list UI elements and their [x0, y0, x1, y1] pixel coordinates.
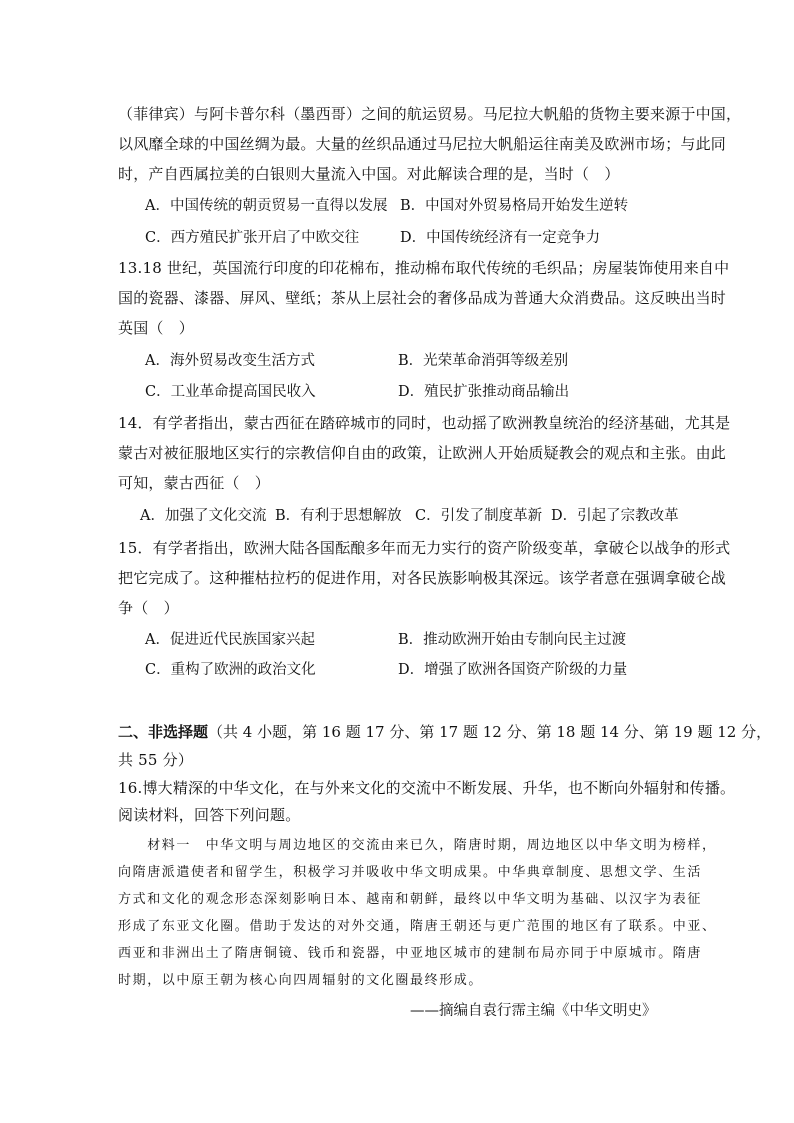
q16-material-line-4: 形成了东亚文化圈。借助于发达的对外交通，隋唐王朝还与更广范围的地区有了联系。中亚、: [118, 919, 717, 934]
q16-material-line-3: 方式和文化的观念形态深刻影响日本、越南和朝鲜，最终以中华文明为基础、以汉字为表征: [118, 892, 703, 907]
q13-text-line-3: 英国（ ）: [118, 319, 195, 337]
q16-material-line-1: 材料一 中华文明与周边地区的交流由来已久，隋唐时期，周边地区以中华文明为榜样，: [118, 838, 717, 853]
q15-text-line-3: 争（ ）: [118, 599, 179, 617]
q14-option-d: D．引起了宗教改革: [551, 508, 679, 524]
section-2-description: （共 4 小题，第 16 题 17 分、第 17 题 12 分、第 18 题 14 分、第 19 题 12 分，: [208, 723, 772, 741]
q14-option-c: C．引发了制度革新: [415, 508, 543, 524]
q13-text-line-2: 国的瓷器、漆器、屏风、壁纸；茶从上层社会的奢侈品成为普通大众消费品。这反映出当时: [118, 289, 727, 307]
q15-text-line-2: 把它完成了。这种摧枯拉朽的促进作用，对各民族影响极其深远。该学者意在强调拿破仑战: [118, 569, 727, 587]
q15-option-a: A．促进近代民族国家兴起: [145, 632, 315, 648]
q15-option-d: D．增强了欧洲各国资产阶级的力量: [398, 662, 628, 678]
q13-option-c: C．工业革命提高国民收入: [145, 384, 316, 400]
q13-text-line-1: 13.18 世纪，英国流行印度的印花棉布，推动棉布取代传统的毛织品；房屋装饰使用来自中: [118, 259, 730, 277]
q16-text-line-2: 阅读材料，回答下列问题。: [118, 806, 301, 824]
q15-text-line-1: 15．有学者指出，欧洲大陆各国酝酿多年而无力实行的资产阶级变革，拿破仑以战争的形式: [118, 539, 731, 557]
q15-option-b: B．推动欧洲开始由专制向民主过渡: [398, 632, 627, 648]
section-2-description-line-2: 共 55 分）: [118, 751, 194, 769]
q13-option-d: D．殖民扩张推动商品输出: [398, 384, 570, 400]
q12-text-line-1: （菲律宾）与阿卡普尔科（墨西哥）之间的航运贸易。马尼拉大帆船的货物主要来源于中国，: [118, 105, 742, 123]
q16-text-line-1: 16.博大精深的中华文化，在与外来文化的交流中不断发展、升华，也不断向外辐射和传播。: [118, 779, 736, 797]
q12-option-c: C．西方殖民扩张开启了中欧交往: [145, 230, 360, 246]
q14-option-a: A．加强了文化交流: [140, 508, 267, 524]
q16-material-line-2: 向隋唐派遣使者和留学生，积极学习并吸收中华文明成果。中华典章制度、思想文学、生活: [118, 865, 703, 880]
q14-text-line-2: 蒙古对被征服地区实行的宗教信仰自由的政策，让欧洲人开始质疑教会的观点和主张。由此: [118, 444, 727, 462]
q16-material-line-6: 时期，以中原王朝为核心向四周辐射的文化圈最终形成。: [118, 973, 484, 988]
q13-option-a: A．海外贸易改变生活方式: [145, 353, 315, 369]
q12-text-line-2: 以风靡全球的中国丝绸为最。大量的丝织品通过马尼拉大帆船运往南美及欧洲市场；与此同: [118, 135, 727, 153]
q12-option-d: D．中国传统经济有一定竞争力: [400, 230, 601, 246]
section-2-heading: [118, 722, 771, 742]
q16-material-line-5: 西亚和非洲出土了隋唐铜镜、钱币和瓷器，中亚地区城市的建制布局亦同于中原城市。隋唐: [118, 946, 703, 961]
q15-option-c: C．重构了欧洲的政治文化: [145, 662, 316, 678]
q12-option-a: A．中国传统的朝贡贸易一直得以发展: [145, 198, 388, 214]
q14-text-line-3: 可知，蒙古西征（ ）: [118, 474, 271, 492]
q12-text-line-3: 时，产自西属拉美的白银则大量流入中国。对此解读合理的是，当时（ ）: [118, 165, 620, 183]
section-2-title: 二、非选择题: [118, 723, 209, 741]
q12-option-b: B．中国对外贸易格局开始发生逆转: [400, 198, 629, 214]
q13-option-b: B．光荣革命消弭等级差别: [398, 353, 569, 369]
q14-option-b: B．有利于思想解放: [275, 508, 402, 524]
q16-material-source: ——摘编自袁行霈主编《中华文明史》: [410, 1003, 657, 1019]
q14-text-line-1: 14．有学者指出，蒙古西征在踏碎城市的同时，也动摇了欧洲教皇统治的经济基础，尤其是: [118, 414, 731, 432]
